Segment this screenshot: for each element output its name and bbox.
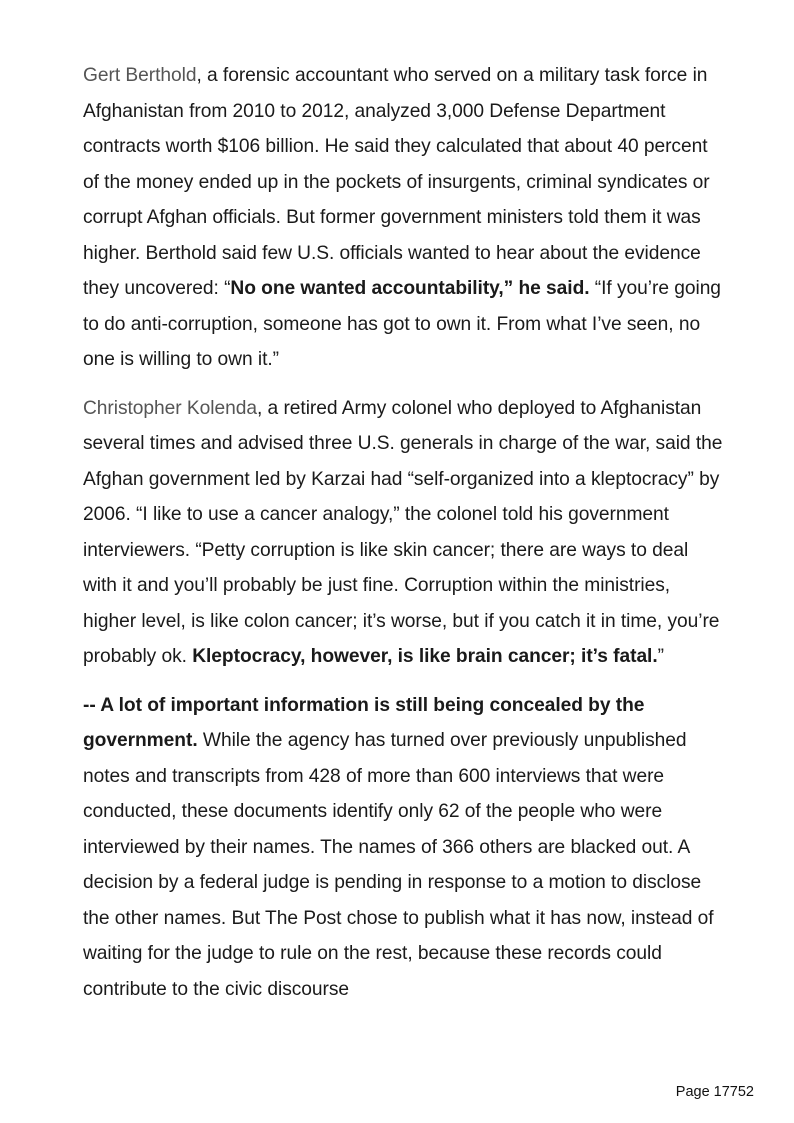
bold-quote: Kleptocracy, however, is like brain cancer; it’s fatal.	[192, 646, 658, 667]
concealed-information-paragraph	[83, 688, 723, 1008]
berthold-paragraph	[83, 58, 723, 378]
bold-heading-sentence: -- A lot of important information is still being concealed by the government.	[83, 694, 645, 751]
bold-quote: No one wanted accountability,” he said.	[230, 278, 590, 299]
paragraph-text: , a retired Army colonel who deployed to Afghanistan several times and advised three U.S. generals in charge of the war, said the Afghan government led by Karzai had “self-organized into a kleptocracy” by 2006. “I like to use a cancer analogy,” the colonel told his government interviewers. “Petty corruption is like skin cancer; there are ways to deal with it and you’ll probably be just fine. Corruption within the ministries, higher level, is like colon cancer; it’s worse, but if you catch it in time, you’re probably ok.	[83, 397, 723, 667]
document-body	[83, 58, 723, 1020]
paragraph-text: “If you’re going to do anti-corruption, someone has got to own it. From what I’ve seen, no one is willing to own it.”	[83, 278, 721, 370]
paragraph-text: While the agency has turned over previously unpublished notes and transcripts from 428 of more than 600 interviews that were conducted, these documents identify only 62 of the people who were interviewed by their names. The names of 366 others are blacked out. A decision by a federal judge is pending in response to a motion to disclose the other names. But The Post chose to publish what it has now, instead of waiting for the judge to rule on the rest, because these records could contribute to the civic discourse	[83, 730, 714, 1000]
page-number: Page 17752	[675, 1084, 754, 1100]
kolenda-paragraph	[83, 391, 723, 675]
paragraph-text: , a forensic accountant who served on a military task force in Afghanistan from 2010 to 2012, analyzed 3,000 Defense Department contracts worth $106 billion. He said they calculated that about 40 percent of the money ended up in the pockets of insurgents, criminal syndicates or corrupt Afghan officials. But former government ministers told them it was higher. Berthold said few U.S. officials wanted to hear about the evidence they uncovered: “	[83, 65, 710, 299]
gert-berthold-link[interactable]: Gert Berthold	[83, 65, 197, 86]
christopher-kolenda-link[interactable]: Christopher Kolenda	[83, 397, 257, 419]
paragraph-text: ”	[657, 646, 664, 667]
